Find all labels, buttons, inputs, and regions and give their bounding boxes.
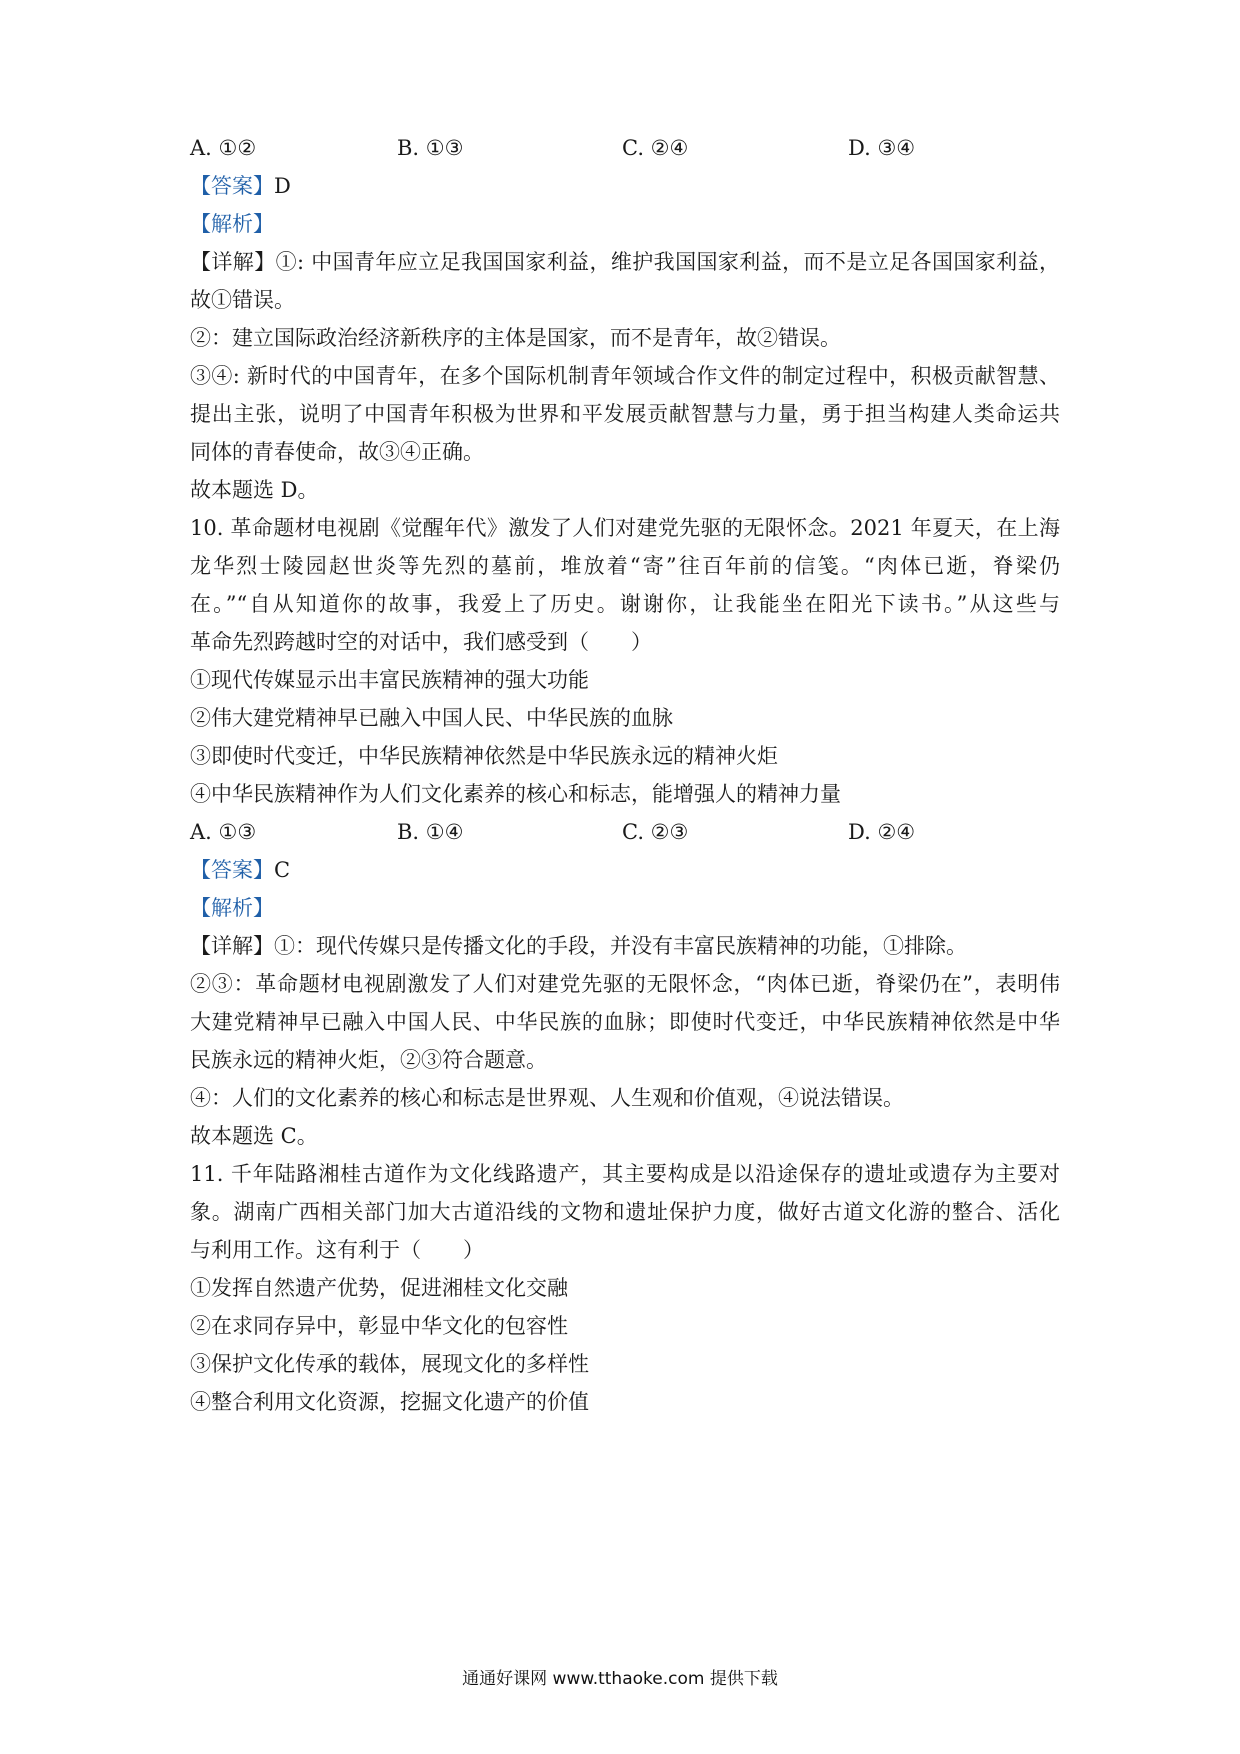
q10-detail-line: ②③：革命题材电视剧激发了人们对建党先驱的无限怀念，“肉体已逝，脊梁仍在”，表明伟 [190, 972, 1060, 996]
q9-detail-line: 故①错误。 [190, 288, 295, 312]
q10-option-d: D. ②④ [848, 820, 916, 844]
q10-analysis-heading: 【解析】 [190, 896, 274, 920]
q9-detail-line: 同体的青春使命，故③④正确。 [190, 440, 484, 464]
q10-detail-line: 大建党精神早已融入中国人民、中华民族的血脉；即使时代变迁，中华民族精神依然是中华 [190, 1010, 1060, 1034]
q10-option-a: A. ①③ [190, 820, 257, 844]
q11-choice: ④整合利用文化资源，挖掘文化遗产的价值 [190, 1390, 589, 1414]
q11-stem-line: 象。湖南广西相关部门加大古道沿线的文物和遗址保护力度，做好古道文化游的整合、活化 [190, 1200, 1060, 1224]
q11-stem-line: 11. 千年陆路湘桂古道作为文化线路遗产，其主要构成是以沿途保存的遗址或遗存为主要对 [190, 1162, 1060, 1186]
q9-option-d: D. ③④ [848, 136, 916, 160]
q9-analysis-heading: 【解析】 [190, 212, 274, 236]
q11-choice: ③保护文化传承的载体，展现文化的多样性 [190, 1352, 589, 1376]
q10-detail-line: ④：人们的文化素养的核心和标志是世界观、人生观和价值观，④说法错误。 [190, 1086, 904, 1110]
q10-choice: ③即使时代变迁，中华民族精神依然是中华民族永远的精神火炬 [190, 744, 778, 768]
q9-detail-line: ②：建立国际政治经济新秩序的主体是国家，而不是青年，故②错误。 [190, 326, 841, 350]
q11-choice: ②在求同存异中，彰显中华文化的包容性 [190, 1314, 568, 1338]
q10-stem-line: 在。”“自从知道你的故事，我爱上了历史。谢谢你，让我能坐在阳光下读书。”从这些与 [190, 592, 1060, 616]
answer-tag: 【答案】 [190, 858, 274, 882]
page-footer: 通通好课网 www.tthaoke.com 提供下载 [462, 1669, 778, 1689]
q10-choice: ④中华民族精神作为人们文化素养的核心和标志，能增强人的精神力量 [190, 782, 841, 806]
q11-stem-line: 与利用工作。这有利于（ ） [190, 1238, 484, 1262]
q10-stem-line: 10. 革命题材电视剧《觉醒年代》激发了人们对建党先驱的无限怀念。2021 年夏天，在上海 [190, 516, 1060, 540]
q10-conclusion: 故本题选 C。 [190, 1124, 318, 1148]
q9-detail-line: 提出主张，说明了中国青年积极为世界和平发展贡献智慧与力量，勇于担当构建人类命运共 [190, 402, 1060, 426]
q9-conclusion: 故本题选 D。 [190, 478, 319, 502]
q10-choice: ①现代传媒显示出丰富民族精神的强大功能 [190, 668, 589, 692]
answer-value: D [274, 174, 291, 198]
q9-option-b: B. ①③ [397, 136, 464, 160]
q9-detail-line: 【详解】①: 中国青年应立足我国国家利益，维护我国国家利益，而不是立足各国国家利益， [190, 250, 1060, 274]
q10-stem-line: 革命先烈跨越时空的对话中，我们感受到（ ） [190, 630, 652, 654]
q9-detail-line: ③④: 新时代的中国青年，在多个国际机制青年领域合作文件的制定过程中，积极贡献智慧、 [190, 364, 1060, 388]
answer-tag: 【答案】 [190, 174, 274, 198]
q10-stem-line: 龙华烈士陵园赵世炎等先烈的墓前，堆放着“寄”往百年前的信笺。“肉体已逝，脊梁仍 [190, 554, 1060, 578]
q10-detail-line: 【详解】①：现代传媒只是传播文化的手段，并没有丰富民族精神的功能，①排除。 [190, 934, 967, 958]
q10-detail-line: 民族永远的精神火炬，②③符合题意。 [190, 1048, 547, 1072]
q11-choice: ①发挥自然遗产优势，促进湘桂文化交融 [190, 1276, 568, 1300]
q10-answer [190, 856, 1060, 884]
q9-option-a: A. ①② [190, 136, 257, 160]
q10-option-b: B. ①④ [397, 820, 464, 844]
q9-option-c: C. ②④ [622, 136, 689, 160]
q10-option-c: C. ②③ [622, 820, 689, 844]
answer-value: C [274, 858, 291, 882]
q10-choice: ②伟大建党精神早已融入中国人民、中华民族的血脉 [190, 706, 673, 730]
q9-answer [190, 172, 1060, 200]
